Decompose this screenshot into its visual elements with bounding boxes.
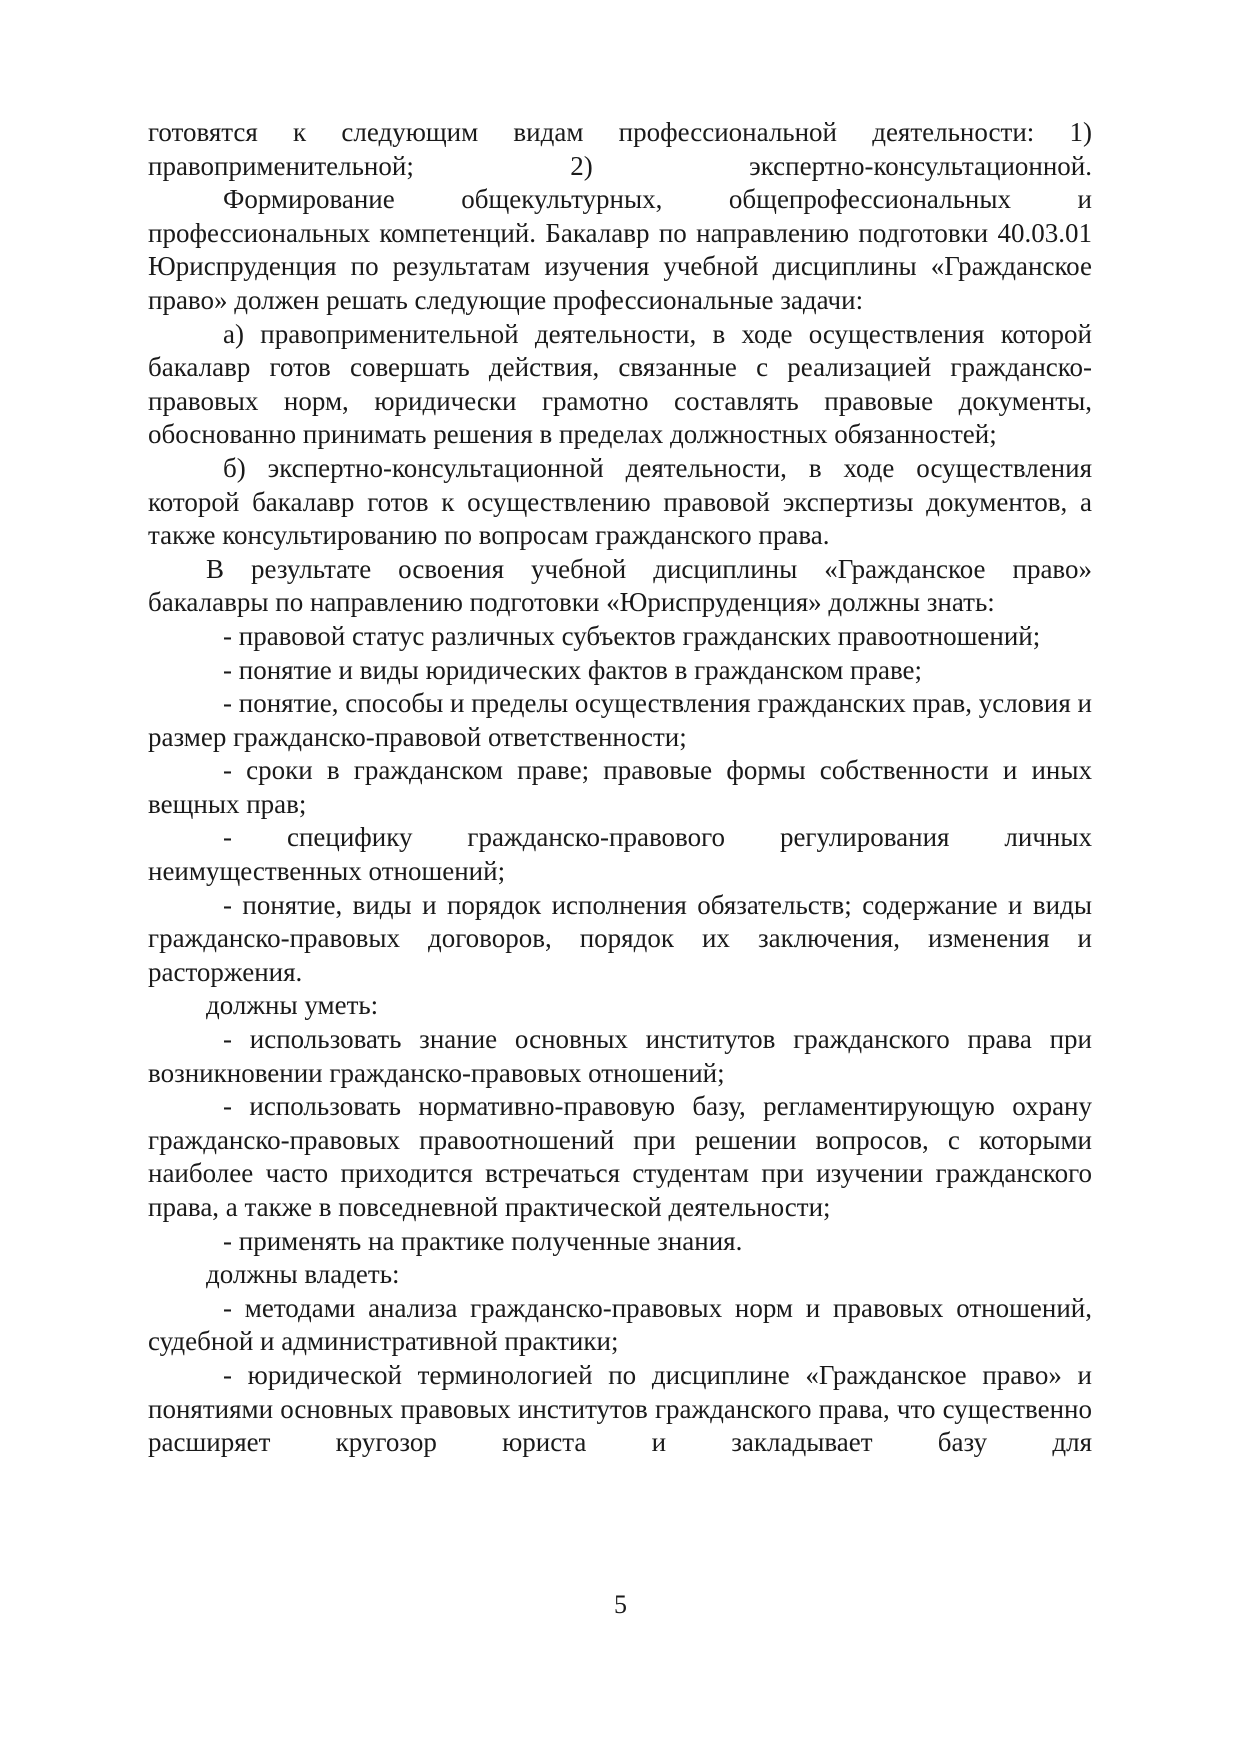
list-item-know: - понятие и виды юридических фактов в гражданском праве;	[223, 654, 923, 685]
paragraph-activity-types: готовятся к следующим видам профессиональной деятельности: 1) правоприменительной; 2) экспертно-консультационной.	[148, 117, 1092, 181]
list-item-know: - сроки в гражданском праве; правовые формы собственности и иных вещных прав;	[148, 755, 1092, 819]
list-item-master: - юридической терминологией по дисциплине «Гражданское право» и понятиями основных правовых институтов гражданского права, что существенно расширяет кругозор юриста и закладывает базу для	[148, 1359, 1092, 1458]
list-item-able: - использовать знание основных институтов гражданского права при возникновении гражданско-правовых отношений;	[148, 1024, 1092, 1088]
paragraph-competences: Формирование общекультурных, общепрофессиональных и профессиональных компетенций. Бакалавр по направлению подготовки 40.03.01 Юриспруденция по результатам изучения учебной дисциплины «Гражданское право» должен решать следующие профессиональные задачи:	[148, 184, 1092, 315]
list-item-master: - методами анализа гражданско-правовых норм и правовых отношений, судебной и административной практики;	[148, 1292, 1092, 1357]
heading-must-be-able: должны уметь:	[206, 990, 379, 1021]
paragraph-expert-consulting: б) экспертно-консультационной деятельности, в ходе осуществления которой бакалавр готов к осуществлению правовой экспертизы документов, а также консультированию по вопросам гражданского права.	[148, 452, 1092, 551]
list-item-able: - применять на практике полученные знания.	[223, 1225, 743, 1256]
list-item-able: - использовать нормативно-правовую базу, регламентирующую охрану гражданско-правовых правоотношений при решении вопросов, с которыми наиболее часто приходится встречаться студентам при изучении гражданского права, а также в повседневной практической деятельности;	[148, 1091, 1092, 1222]
heading-must-master: должны владеть:	[206, 1259, 400, 1290]
list-item-know: - понятие, виды и порядок исполнения обязательств; содержание и виды гражданско-правовых договоров, порядок их заключения, изменения и расторжения.	[148, 889, 1092, 987]
paragraph-law-enforcement: а) правоприменительной деятельности, в ходе осуществления которой бакалавр готов совершать действия, связанные с реализацией гражданско-правовых норм, юридически грамотно составлять правовые документы, обоснованно принимать решения в пределах должностных обязанностей;	[148, 318, 1092, 450]
list-item-know: - специфику гражданско-правового регулирования личных неимущественных отношений;	[148, 822, 1092, 887]
page-body	[148, 116, 1092, 1460]
paragraph-must-know-intro: В результате освоения учебной дисциплины «Гражданское право» бакалавры по направлению подготовки «Юриспруденция» должны знать:	[148, 553, 1092, 618]
list-item-know: - правовой статус различных субъектов гражданских правоотношений;	[223, 620, 1041, 651]
page-number: 5	[614, 1590, 627, 1619]
list-item-know: - понятие, способы и пределы осуществления гражданских прав, условия и размер гражданско-правовой ответственности;	[148, 688, 1092, 752]
